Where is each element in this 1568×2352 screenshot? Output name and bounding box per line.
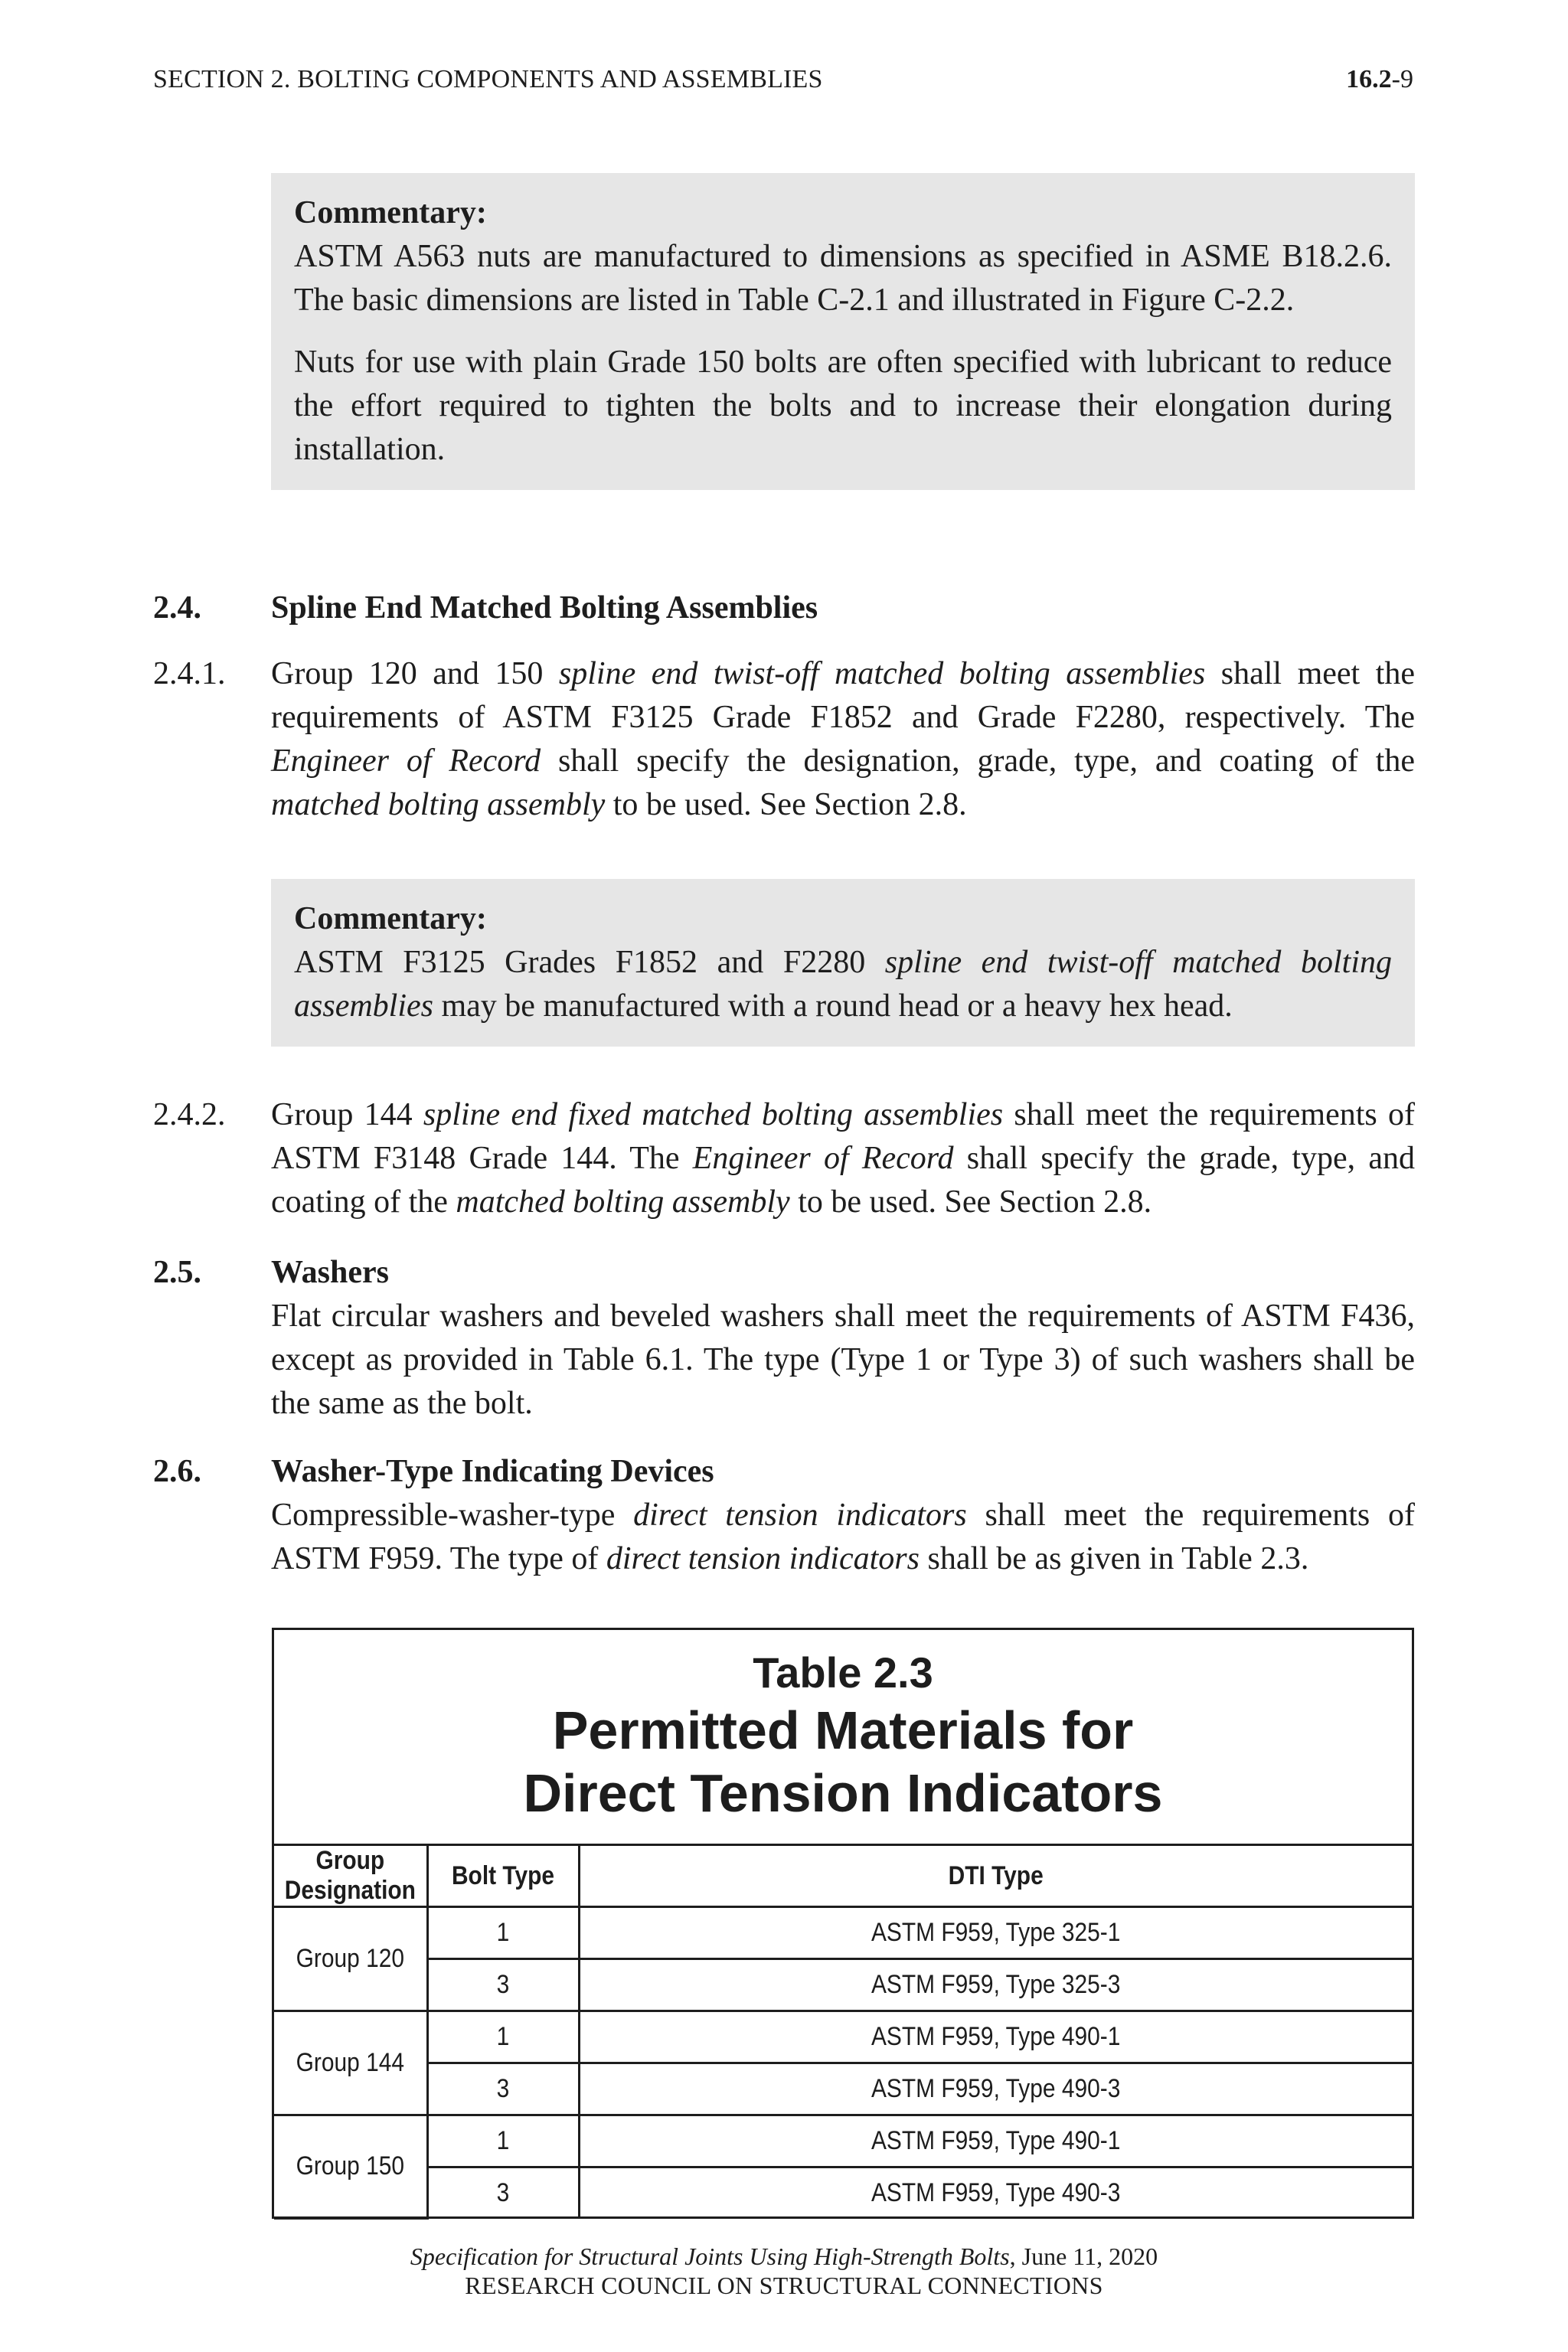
- page-number: 16.2-9: [1346, 65, 1413, 93]
- commentary-paragraph: Nuts for use with plain Grade 150 bolts are often specified with lubricant to reduce the effort required to tighten the bolts and to increase their elongation during installation.: [294, 345, 1392, 467]
- section-paragraph: Group 144 spline end fixed matched bolting assemblies shall meet the requirements of ASTM F3148 Grade 144. The Engineer of Record shall specify the grade, type, and coating of the matched bolting assembly to be used. See Section 2.8.: [271, 1097, 1416, 1220]
- footer-citation: Specification for Structural Joints Using High-Strength Bolts, June 11, 2020: [410, 2243, 1158, 2270]
- group-cell: Group 120: [283, 1907, 418, 2011]
- table-number: Table 2.3: [753, 1648, 933, 1697]
- bolt-type-cell: 1: [436, 1907, 570, 1959]
- table-row: [274, 2167, 1412, 2219]
- section-paragraph: Compressible-washer-type direct tension indicators shall meet the requirements of ASTM F959. The type of direct tension indicators shall be as given in Table 2.3.: [271, 1498, 1415, 1576]
- section-paragraph: Group 120 and 150 spline end twist-off matched bolting assemblies shall meet the requirements of ASTM F3125 Grade F1852 and Grade F2280, respectively. The Engineer of Record shall specify the designation, grade, type, and coating of the matched bolting assembly to be used. See Section 2.8.: [271, 656, 1415, 822]
- section-title: Washers: [271, 1255, 390, 1290]
- section-number: 2.4.1.: [153, 656, 226, 691]
- bolt-type-cell: 3: [436, 2167, 570, 2219]
- table-header-row: [274, 1846, 1412, 1907]
- section-2-5: [153, 1251, 1415, 1426]
- section-number: 2.4.2.: [153, 1097, 226, 1132]
- commentary-paragraph: ASTM A563 nuts are manufactured to dimensions as specified in ASME B18.2.6. The basic dimensions are listed in Table C-2.1 and illustrated in Figure C-2.2.: [294, 239, 1392, 318]
- group-cell: Group 150: [283, 2115, 418, 2219]
- group-cell: Group 144: [283, 2011, 418, 2115]
- section-title: Spline End Matched Bolting Assemblies: [271, 590, 818, 626]
- dti-table: [274, 1846, 1412, 2220]
- section-number: 2.6.: [153, 1454, 201, 1489]
- section-paragraph: Flat circular washers and beveled washers shall meet the requirements of ASTM F436, except as provided in Table 6.1. The type (Type 1 or Type 3) of such washers shall be the same as the bolt.: [271, 1298, 1415, 1421]
- bolt-type-cell: 1: [436, 2115, 570, 2167]
- section-2-4-heading: [153, 586, 1415, 630]
- bolt-type-cell: 3: [436, 1959, 570, 2011]
- table-row: [274, 2011, 1412, 2063]
- section-2-6: [153, 1450, 1415, 1581]
- table-row: [274, 2063, 1412, 2115]
- section-2-4-1: [153, 652, 1415, 827]
- section-title: Washer-Type Indicating Devices: [271, 1454, 714, 1489]
- dti-type-cell: ASTM F959, Type 490-1: [629, 2115, 1361, 2167]
- commentary-paragraph: ASTM F3125 Grades F1852 and F2280 spline end twist-off matched bolting assemblies may be manufactured with a round head or a heavy hex head.: [294, 945, 1392, 1024]
- table-row: [274, 2115, 1412, 2167]
- footer-organization: RESEARCH COUNCIL ON STRUCTURAL CONNECTIONS: [465, 2272, 1103, 2299]
- table-title: Permitted Materials for Direct Tension Indicators: [523, 1700, 1163, 1823]
- table-caption: [274, 1630, 1412, 1846]
- column-header: Group Designation: [283, 1846, 418, 1907]
- table-row: [274, 1959, 1412, 2011]
- commentary-box-nuts: [271, 173, 1415, 490]
- section-2-4-2: [153, 1093, 1415, 1224]
- dti-type-cell: ASTM F959, Type 490-3: [629, 2167, 1361, 2219]
- bolt-type-cell: 1: [436, 2011, 570, 2063]
- section-number: 2.4.: [153, 590, 201, 626]
- dti-type-cell: ASTM F959, Type 325-1: [629, 1907, 1361, 1959]
- commentary-box-spline: [271, 879, 1415, 1047]
- commentary-title: Commentary:: [294, 195, 487, 230]
- table-row: [274, 1907, 1412, 1959]
- dti-type-cell: ASTM F959, Type 490-1: [629, 2011, 1361, 2063]
- dti-type-cell: ASTM F959, Type 325-3: [629, 1959, 1361, 2011]
- page-footer: [0, 2242, 1568, 2300]
- column-header: Bolt Type: [436, 1846, 570, 1907]
- section-number: 2.5.: [153, 1255, 201, 1290]
- running-header: [153, 61, 1413, 98]
- section-label: SECTION 2. BOLTING COMPONENTS AND ASSEMBLIES: [153, 65, 823, 93]
- column-header: DTI Type: [629, 1846, 1361, 1907]
- table-2-3: [272, 1628, 1414, 2219]
- bolt-type-cell: 3: [436, 2063, 570, 2115]
- dti-type-cell: ASTM F959, Type 490-3: [629, 2063, 1361, 2115]
- commentary-title: Commentary:: [294, 901, 487, 936]
